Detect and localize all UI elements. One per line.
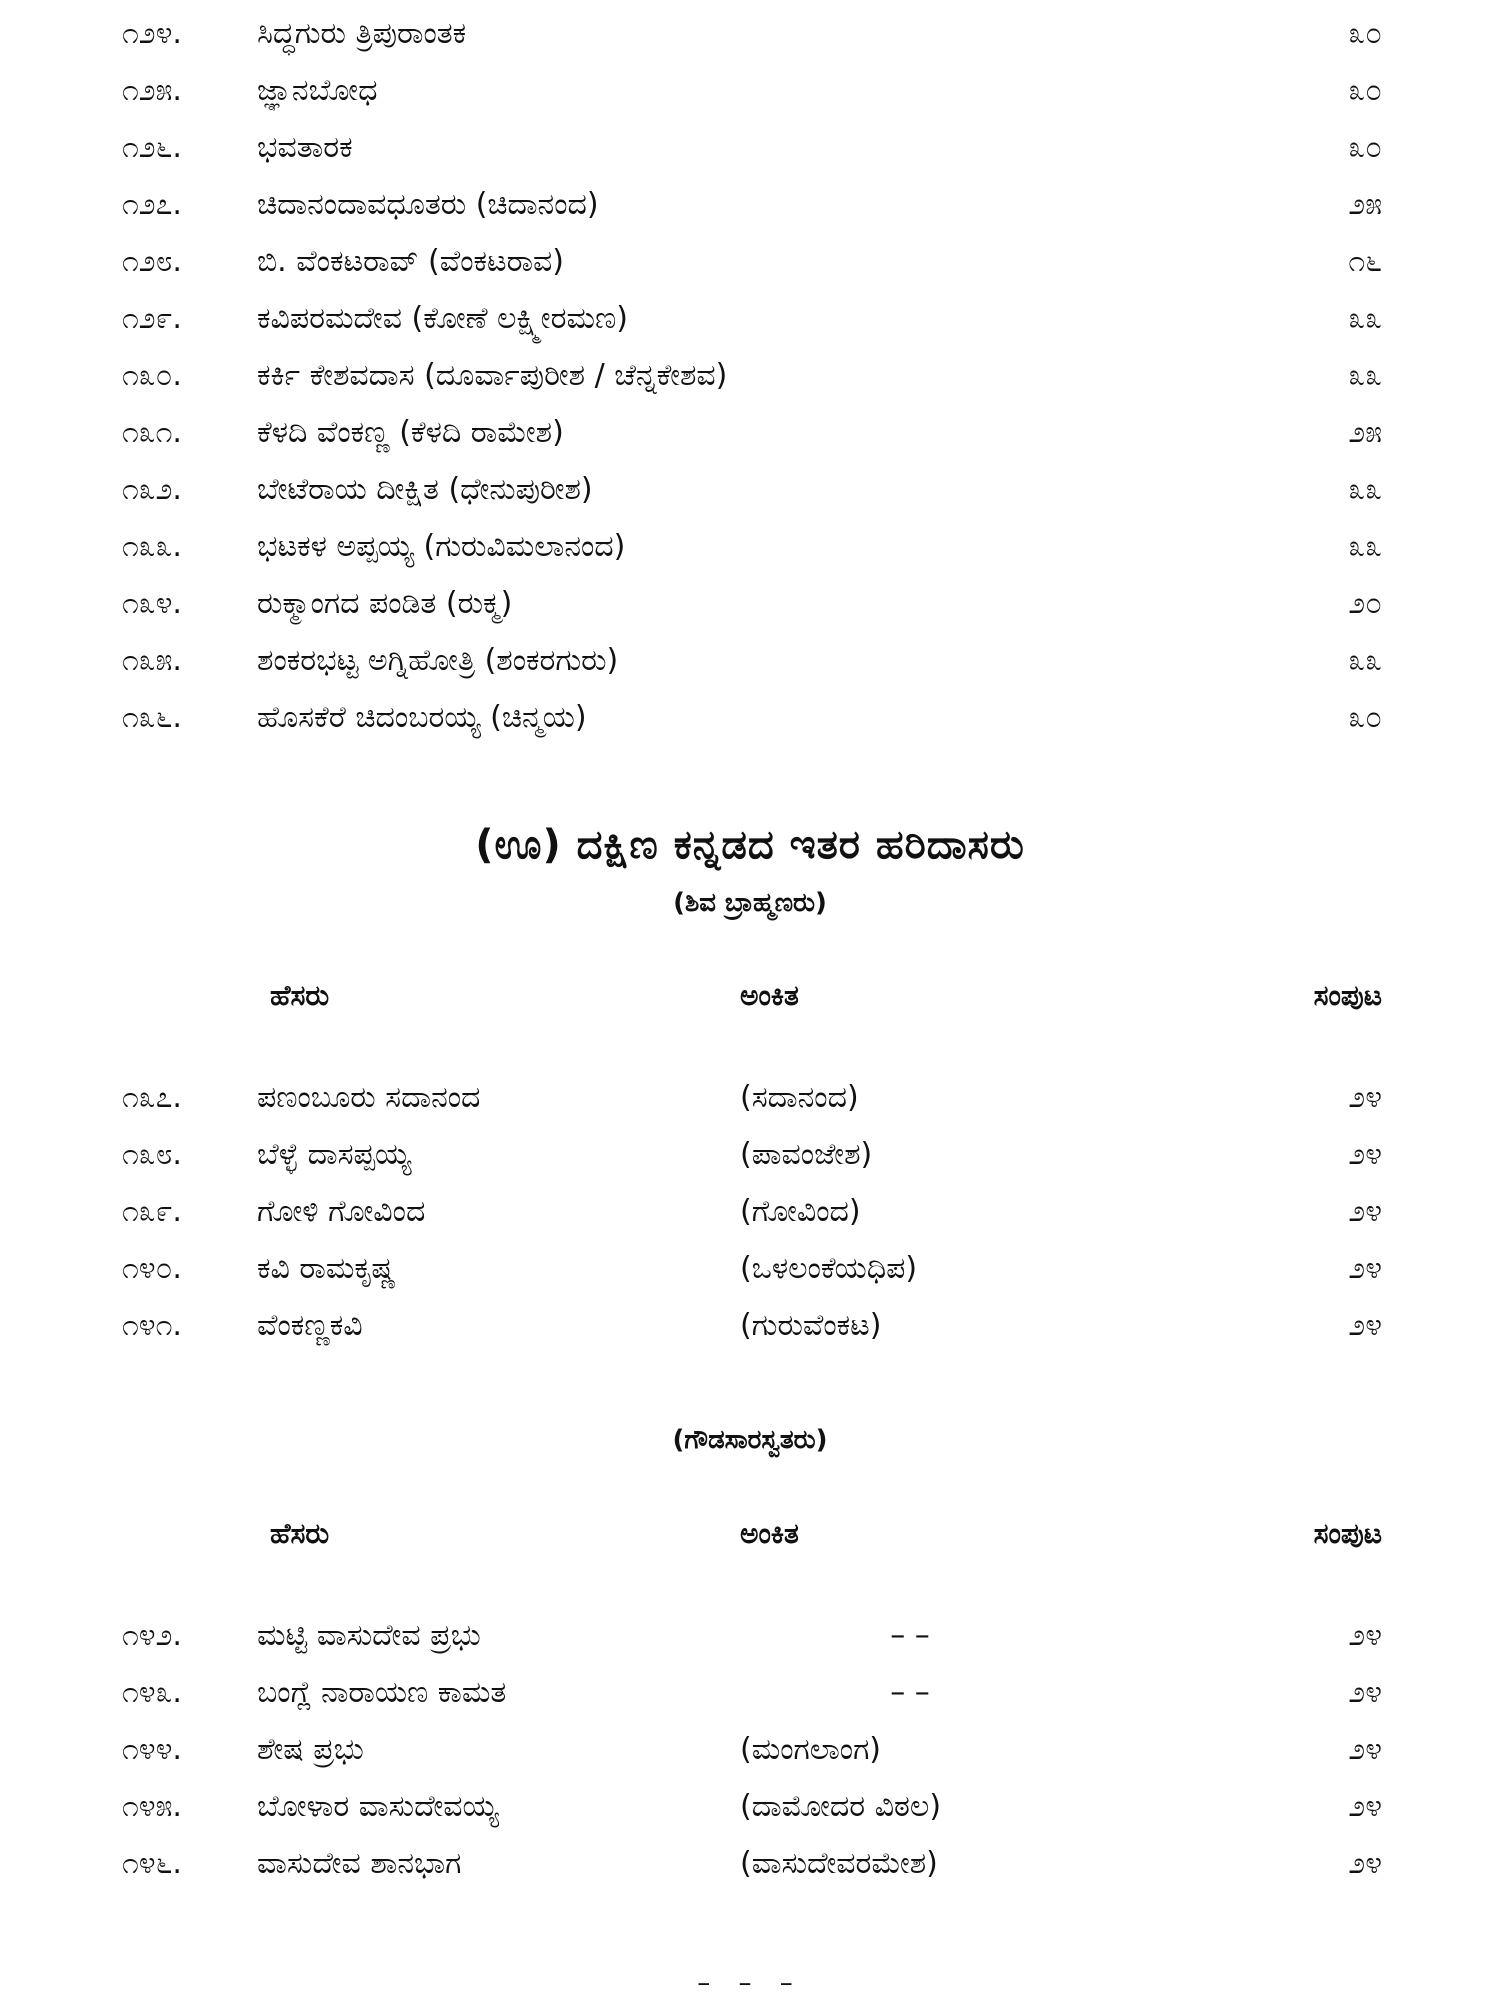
list-item	[0, 120, 1500, 176]
entry-volume: ೨೪	[1348, 1618, 1382, 1653]
entry-volume: ೨೪	[1348, 1675, 1382, 1710]
entry-volume: ೩೦	[1348, 700, 1382, 735]
list-item	[0, 1070, 1500, 1126]
entry-number: ೧೪೫.	[122, 1789, 182, 1824]
entry-name: ಬೇಟೆರಾಯ ದೀಕ್ಷಿತ (ಧೇನುಪುರೀಶ)	[257, 472, 593, 507]
entry-ankita: (ಮಂಗಲಾಂಗ)	[740, 1732, 882, 1767]
entry-name: ಕವಿ ರಾಮಕೃಷ್ಣ	[257, 1251, 397, 1286]
entry-number: ೧೨೮.	[122, 244, 182, 279]
entry-volume: ೨೪	[1348, 1846, 1382, 1881]
entry-number: ೧೩೮.	[122, 1137, 182, 1172]
entry-name: ಭವತಾರಕ	[257, 130, 353, 165]
section-subheading-shiva: (ಶಿವ ಬ್ರಾಹ್ಮಣರು)	[673, 888, 827, 918]
column-header-volume: ಸಂಪುಟ	[1313, 1517, 1382, 1550]
entry-name: ಪಣಂಬೂರು ಸದಾನಂದ	[257, 1080, 481, 1115]
entry-name: ಶೇಷ ಪ್ರಭು	[257, 1732, 364, 1767]
list-item	[0, 1722, 1500, 1778]
column-header-name: ಹೆಸರು	[270, 979, 330, 1012]
entry-ankita: (ಸದಾನಂದ)	[740, 1080, 859, 1115]
list-item	[0, 177, 1500, 233]
column-headers	[0, 1512, 1500, 1556]
entry-ankita: (ಪಾವಂಜೇಶ)	[740, 1137, 873, 1172]
entry-ankita: – –	[890, 1675, 930, 1710]
entry-number: ೧೩೦.	[122, 358, 182, 393]
list-item	[0, 690, 1500, 746]
entry-name: ಸಿದ್ಧಗುರು ತ್ರಿಪುರಾಂತಕ	[257, 16, 467, 51]
list-item	[0, 1608, 1500, 1664]
entry-name: ಬಂಗ್ಲೆ ನಾರಾಯಣ ಕಾಮತ	[257, 1675, 507, 1710]
section-subheading-gauda: (ಗೌಡಸಾರಸ್ವತರು)	[672, 1425, 828, 1455]
entry-name: ರುಕ್ಮಾಂಗದ ಪಂಡಿತ (ರುಕ್ಮ)	[257, 586, 513, 621]
entry-volume: ೩೦	[1348, 16, 1382, 51]
end-mark: – – –	[697, 1968, 803, 1998]
entry-number: ೧೩೨.	[122, 472, 182, 507]
list-item	[0, 1298, 1500, 1354]
entry-number: ೧೪೪.	[122, 1732, 182, 1767]
list-item	[0, 348, 1500, 404]
entry-ankita: – –	[890, 1618, 930, 1653]
entry-volume: ೧೬	[1348, 244, 1382, 279]
entry-name: ಮಟ್ಟಿ ವಾಸುದೇವ ಪ್ರಭು	[257, 1618, 481, 1653]
entry-volume: ೨೦	[1348, 586, 1382, 621]
entry-number: ೧೩೪.	[122, 586, 182, 621]
entry-volume: ೩೩	[1348, 643, 1382, 678]
list-item	[0, 1127, 1500, 1183]
entry-name: ಗೋಳಿ ಗೋವಿಂದ	[257, 1194, 426, 1229]
entry-volume: ೨೪	[1348, 1732, 1382, 1767]
list-item	[0, 291, 1500, 347]
entry-ankita: (ದಾಮೋದರ ವಿಠಲ)	[740, 1789, 942, 1824]
list-item	[0, 234, 1500, 290]
entry-number: ೧೩೫.	[122, 643, 182, 678]
column-header-name: ಹೆಸರು	[270, 1517, 330, 1550]
list-item	[0, 576, 1500, 632]
entry-name: ಭಟಕಳ ಅಪ್ಪಯ್ಯ (ಗುರುವಿಮಲಾನಂದ)	[257, 529, 626, 564]
entry-name: ಜ್ಞಾನಬೋಧ	[257, 73, 378, 108]
list-item	[0, 63, 1500, 119]
entry-name: ವೆಂಕಣ್ಣಕವಿ	[257, 1308, 363, 1343]
entry-volume: ೨೫	[1348, 187, 1382, 222]
column-headers	[0, 974, 1500, 1018]
entry-number: ೧೩೯.	[122, 1194, 182, 1229]
list-item	[0, 405, 1500, 461]
entry-volume: ೩೩	[1348, 529, 1382, 564]
column-header-volume: ಸಂಪುಟ	[1313, 979, 1382, 1012]
entry-number: ೧೨೬.	[122, 130, 182, 165]
entry-name: ಚಿದಾನಂದಾವಧೂತರು (ಚಿದಾನಂದ)	[257, 187, 599, 222]
entry-volume: ೨೪	[1348, 1080, 1382, 1115]
entry-volume: ೨೪	[1348, 1194, 1382, 1229]
entry-volume: ೩೦	[1348, 130, 1382, 165]
entry-number: ೧೪೨.	[122, 1618, 182, 1653]
entry-number: ೧೨೯.	[122, 301, 182, 336]
entry-name: ಕೆಳದಿ ವೆಂಕಣ್ಣ (ಕೆಳದಿ ರಾಮೇಶ)	[257, 415, 564, 450]
entry-number: ೧೨೪.	[122, 16, 182, 51]
entry-number: ೧೪೧.	[122, 1308, 182, 1343]
entry-number: ೧೩೩.	[122, 529, 182, 564]
entry-ankita: (ಗೋವಿಂದ)	[740, 1194, 861, 1229]
list-item	[0, 633, 1500, 689]
entry-number: ೧೪೬.	[122, 1846, 182, 1881]
entry-volume: ೩೩	[1348, 301, 1382, 336]
entry-name: ಕವಿಪರಮದೇವ (ಕೋಣೆ ಲಕ್ಷ್ಮೀರಮಣ)	[257, 301, 628, 336]
column-header-ankita: ಅಂಕಿತ	[740, 979, 799, 1012]
list-item	[0, 1836, 1500, 1892]
list-item	[0, 6, 1500, 62]
entry-volume: ೨೪	[1348, 1789, 1382, 1824]
list-item	[0, 462, 1500, 518]
entry-number: ೧೨೫.	[122, 73, 182, 108]
column-header-ankita: ಅಂಕಿತ	[740, 1517, 799, 1550]
entry-ankita: (ಗುರುವೆಂಕಟ)	[740, 1308, 882, 1343]
entry-number: ೧೪೦.	[122, 1251, 182, 1286]
entry-ankita: (ಒಳಲಂಕೆಯಧಿಪ)	[740, 1251, 918, 1286]
entry-number: ೧೩೭.	[122, 1080, 182, 1115]
entry-ankita: (ವಾಸುದೇವರಮೇಶ)	[740, 1846, 938, 1881]
entry-name: ಬಿ. ವೆಂಕಟರಾವ್ (ವೆಂಕಟರಾವ)	[257, 244, 565, 279]
entry-number: ೧೩೧.	[122, 415, 182, 450]
entry-name: ಹೊಸಕೆರೆ ಚಿದಂಬರಯ್ಯ (ಚಿನ್ಮಯ)	[257, 700, 587, 735]
entry-name: ಶಂಕರಭಟ್ಟ ಅಗ್ನಿಹೋತ್ರಿ (ಶಂಕರಗುರು)	[257, 643, 619, 678]
entry-volume: ೩೦	[1348, 73, 1382, 108]
entry-name: ಬೆಳ್ಳೆ ದಾಸಪ್ಪಯ್ಯ	[257, 1137, 412, 1172]
entry-name: ಬೋಳಾರ ವಾಸುದೇವಯ್ಯ	[257, 1789, 499, 1824]
entry-name: ಕರ್ಕಿ ಕೇಶವದಾಸ (ದೂರ್ವಾಪುರೀಶ / ಚೆನ್ನಕೇಶವ)	[257, 358, 728, 393]
list-item	[0, 1779, 1500, 1835]
entry-number: ೧೩೬.	[122, 700, 182, 735]
entry-volume: ೨೪	[1348, 1308, 1382, 1343]
entry-volume: ೨೫	[1348, 415, 1382, 450]
entry-volume: ೩೩	[1348, 358, 1382, 393]
list-item	[0, 1184, 1500, 1240]
list-item	[0, 1665, 1500, 1721]
list-item	[0, 1241, 1500, 1297]
section-heading: (ಊ) ದಕ್ಷಿಣ ಕನ್ನಡದ ಇತರ ಹರಿದಾಸರು	[475, 822, 1025, 868]
entry-number: ೧೨೭.	[122, 187, 182, 222]
entry-volume: ೩೩	[1348, 472, 1382, 507]
entry-name: ವಾಸುದೇವ ಶಾನಭಾಗ	[257, 1846, 462, 1881]
list-item	[0, 519, 1500, 575]
entry-volume: ೨೪	[1348, 1251, 1382, 1286]
entry-volume: ೨೪	[1348, 1137, 1382, 1172]
entry-number: ೧೪೩.	[122, 1675, 182, 1710]
